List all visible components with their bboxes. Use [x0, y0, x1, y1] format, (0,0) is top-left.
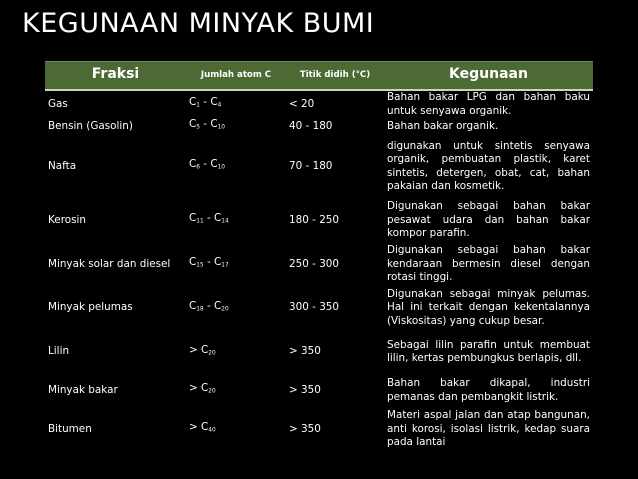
- header-kegunaan: Kegunaan: [384, 62, 593, 91]
- header-fraksi: Fraksi: [45, 62, 186, 91]
- cell-kegunaan: Digunakan sebagai minyak pelumas. Hal ini terkait dengan kekentalannya (Viskositas) yang cukup besar.: [384, 286, 593, 330]
- cell-titik-didih: > 350: [286, 407, 384, 452]
- cell-kegunaan: Digunakan sebagai bahan bakar kendaraan bermesin diesel dengan rotasi tinggi.: [384, 243, 593, 286]
- header-titik-didih: Titik didih (°C): [286, 62, 384, 91]
- cell-kegunaan: Digunakan sebagai bahan bakar pesawat udara dan bahan bakar kompor parafin.: [384, 198, 593, 243]
- page-title: KEGUNAAN MINYAK BUMI: [22, 8, 375, 39]
- cell-titik-didih: 300 - 350: [286, 286, 384, 330]
- cell-fraksi: Lilin: [45, 330, 186, 374]
- table-row: [45, 330, 593, 374]
- cell-atom: $C_5 - C_{10}$: [186, 118, 286, 135]
- cell-fraksi: Bitumen: [45, 407, 186, 452]
- cell-titik-didih: 70 - 180: [286, 135, 384, 198]
- table-row: [45, 286, 593, 330]
- cell-kegunaan: Materi aspal jalan dan atap bangunan, anti korosi, isolasi listrik, kedap suara pada lantai: [384, 407, 593, 452]
- cell-atom: $C_{15} - C_{17}$: [186, 243, 286, 286]
- cell-titik-didih: < 20: [286, 90, 384, 118]
- cell-titik-didih: 40 - 180: [286, 118, 384, 135]
- table-row: [45, 118, 593, 135]
- cell-fraksi: Minyak pelumas: [45, 286, 186, 330]
- cell-fraksi: Minyak solar dan diesel: [45, 243, 186, 286]
- cell-titik-didih: 180 - 250: [286, 198, 384, 243]
- cell-atom: $C_{11} - C_{14}$: [186, 198, 286, 243]
- table-header-row: [45, 62, 593, 91]
- cell-kegunaan: Bahan bakar organik.: [384, 118, 593, 135]
- table-row: [45, 135, 593, 198]
- cell-titik-didih: > 350: [286, 330, 384, 374]
- cell-kegunaan: Sebagai lilin parafin untuk membuat lilin, kertas pembungkus berlapis, dll.: [384, 330, 593, 374]
- cell-atom: $C_{18} - C_{20}$: [186, 286, 286, 330]
- minyak-bumi-table: [45, 61, 593, 452]
- cell-atom: $C_6 - C_{10}$: [186, 135, 286, 198]
- table-row: [45, 90, 593, 118]
- cell-kegunaan: digunakan untuk sintetis senyawa organik, pembuatan plastik, karet sintetis, detergen, obat, cat, bahan pakaian dan kosmetik.: [384, 135, 593, 198]
- cell-kegunaan: Bahan bakar dikapal, industri pemanas dan pembangkit listrik.: [384, 374, 593, 407]
- cell-atom: > $C_{20}$: [186, 330, 286, 374]
- table-row: [45, 407, 593, 452]
- cell-atom: $C_1 - C_4$: [186, 90, 286, 118]
- cell-fraksi: Nafta: [45, 135, 186, 198]
- cell-titik-didih: > 350: [286, 374, 384, 407]
- cell-fraksi: Minyak bakar: [45, 374, 186, 407]
- cell-fraksi: Gas: [45, 90, 186, 118]
- table-row: [45, 243, 593, 286]
- cell-kegunaan: Bahan bakar LPG dan bahan baku untuk senyawa organik.: [384, 90, 593, 118]
- cell-titik-didih: 250 - 300: [286, 243, 384, 286]
- header-jumlah-atom: Jumlah atom C: [186, 62, 286, 91]
- table-row: [45, 374, 593, 407]
- cell-atom: > $C_{40}$: [186, 407, 286, 452]
- cell-fraksi: Bensin (Gasolin): [45, 118, 186, 135]
- cell-fraksi: Kerosin: [45, 198, 186, 243]
- table-row: [45, 198, 593, 243]
- cell-atom: > $C_{20}$: [186, 374, 286, 407]
